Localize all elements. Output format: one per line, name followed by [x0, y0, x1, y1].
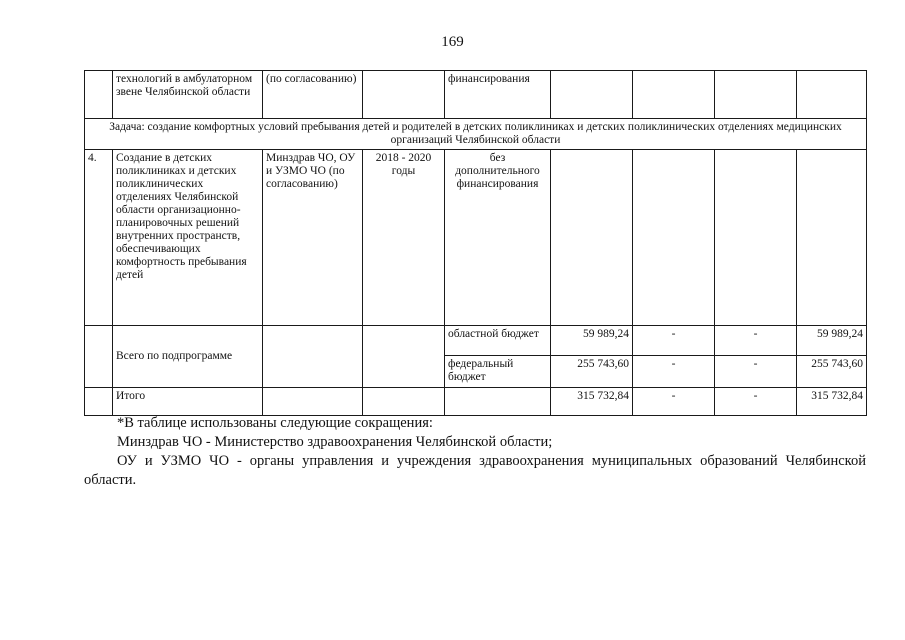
cell-num	[85, 71, 113, 119]
cell-y2018: 59 989,24	[797, 326, 867, 356]
footnotes	[84, 414, 866, 490]
cell-y2019: -	[633, 356, 715, 388]
cell-y2020	[715, 150, 797, 326]
table-row-4	[85, 150, 867, 326]
cell-y2018: 315 732,84	[797, 388, 867, 416]
table-row-continuation	[85, 71, 867, 119]
cell-y2020: -	[715, 356, 797, 388]
cell-period	[363, 388, 445, 416]
cell-num	[85, 326, 113, 388]
cell-total: 315 732,84	[551, 388, 633, 416]
cell-total: 59 989,24	[551, 326, 633, 356]
cell-y2018	[797, 150, 867, 326]
cell-total: 255 743,60	[551, 356, 633, 388]
cell-y2020: -	[715, 326, 797, 356]
cell-total	[551, 150, 633, 326]
cell-period	[363, 71, 445, 119]
cell-y2019: -	[633, 326, 715, 356]
table-row-subtotal-regional	[85, 326, 867, 356]
cell-name: Создание в детских поликлиниках и детских поликлинических отделениях Челябинской области организационно-планировочных решений внутренних пространств, обеспечивающих комфортность пребывания детей	[113, 150, 263, 326]
cell-source: федеральный бюджет	[445, 356, 551, 388]
program-table	[84, 70, 867, 416]
table-row-total	[85, 388, 867, 416]
cell-period	[363, 326, 445, 388]
page-number: 169	[441, 34, 464, 50]
footnote-intro: *В таблице использованы следующие сокращения:	[117, 415, 433, 431]
cell-executor: Минздрав ЧО, ОУ и УЗМО ЧО (по согласованию)	[263, 150, 363, 326]
cell-y2020	[715, 71, 797, 119]
cell-executor	[263, 326, 363, 388]
cell-name: технологий в амбулаторном звене Челябинской области	[113, 71, 263, 119]
cell-executor: (по согласованию)	[263, 71, 363, 119]
cell-period: 2018 - 2020 годы	[363, 150, 445, 326]
cell-y2019	[633, 71, 715, 119]
footnote-abbr-ou-uzmo: ОУ и УЗМО ЧО - органы управления и учреждения здравоохранения муниципальных образований Челябинской области.	[84, 453, 866, 488]
cell-y2020: -	[715, 388, 797, 416]
cell-total	[551, 71, 633, 119]
cell-num	[85, 388, 113, 416]
cell-y2019: -	[633, 388, 715, 416]
cell-y2018	[797, 71, 867, 119]
cell-y2018: 255 743,60	[797, 356, 867, 388]
cell-num: 4.	[85, 150, 113, 326]
cell-executor	[263, 388, 363, 416]
subtotal-label: Всего по подпрограмме	[113, 326, 263, 388]
cell-y2019	[633, 150, 715, 326]
cell-source: без дополнительного финансирования	[445, 150, 551, 326]
cell-source: финансирования	[445, 71, 551, 119]
footnote-abbr-minzdrav: Минздрав ЧО - Министерство здравоохранения Челябинской области;	[117, 434, 553, 450]
cell-source: областной бюджет	[445, 326, 551, 356]
cell-source	[445, 388, 551, 416]
total-label: Итого	[113, 388, 263, 416]
table-row-task	[85, 119, 867, 150]
task-heading: Задача: создание комфортных условий пребывания детей и родителей в детских поликлиниках и детских поликлинических отделениях медицинских организаций Челябинской области	[85, 119, 867, 150]
